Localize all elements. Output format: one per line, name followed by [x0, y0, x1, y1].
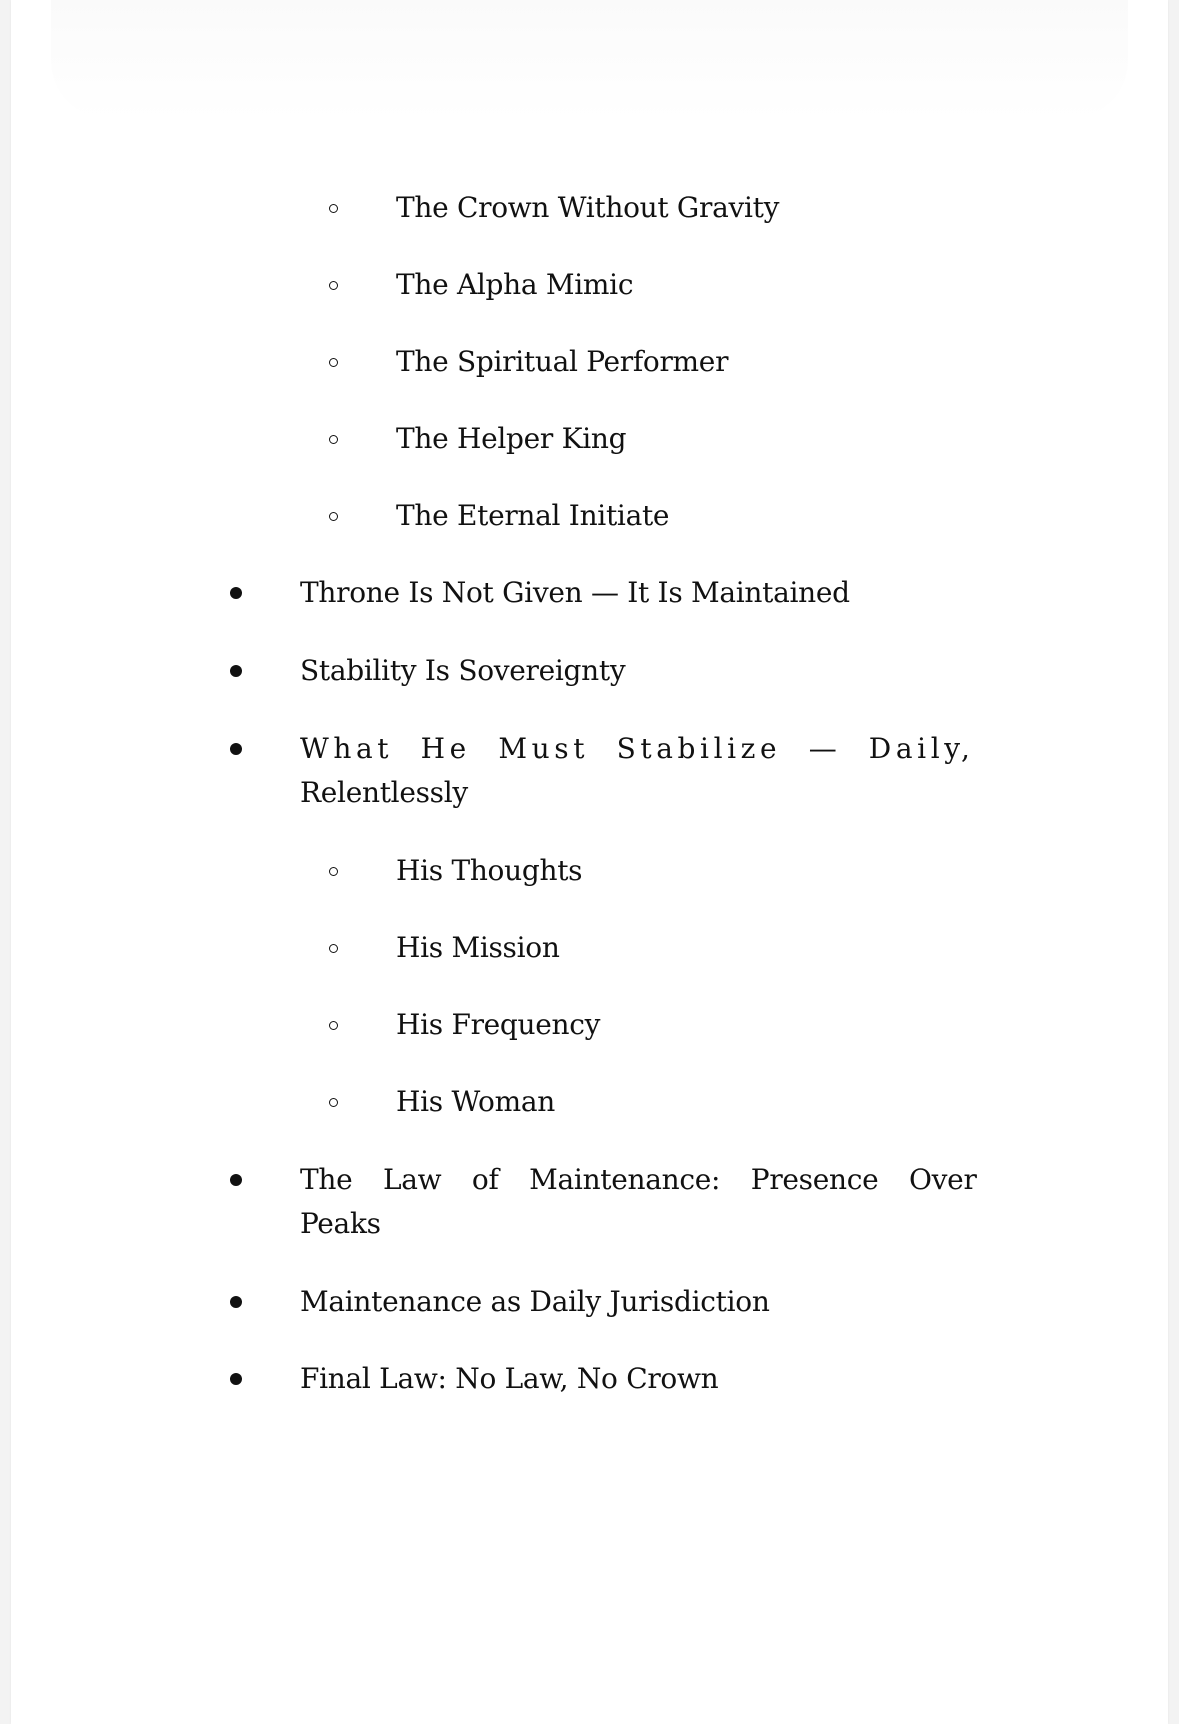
list-item-text: His Thoughts — [396, 854, 583, 887]
hollow-bullet-icon — [329, 204, 338, 213]
list-item-text: The Spiritual Performer — [396, 345, 729, 378]
list-item-text: What He Must Stabilize — Daily, — [300, 732, 975, 765]
list-item-text: Final Law: No Law, No Crown — [300, 1362, 719, 1395]
hollow-bullet-icon — [329, 358, 338, 367]
list-item-text: The Law of Maintenance: Presence Over — [300, 1163, 977, 1196]
filled-bullet-icon — [230, 665, 242, 677]
hollow-bullet-icon — [329, 512, 338, 521]
top-shadow — [51, 0, 1128, 120]
list-item-text: The Crown Without Gravity — [396, 191, 780, 224]
hollow-bullet-icon — [329, 1021, 338, 1030]
list-item-text: His Woman — [396, 1085, 555, 1118]
hollow-bullet-icon — [329, 944, 338, 953]
list-item-text: Stability Is Sovereignty — [300, 654, 626, 687]
list-item-text-continuation: Relentlessly — [300, 776, 468, 809]
hollow-bullet-icon — [329, 281, 338, 290]
list-item-text: His Mission — [396, 931, 560, 964]
filled-bullet-icon — [230, 1174, 242, 1186]
list-item-text: The Helper King — [396, 422, 627, 455]
filled-bullet-icon — [230, 1373, 242, 1385]
list-item-text: His Frequency — [396, 1008, 601, 1041]
filled-bullet-icon — [230, 1296, 242, 1308]
list-item-text: The Eternal Initiate — [396, 499, 670, 532]
hollow-bullet-icon — [329, 1098, 338, 1107]
hollow-bullet-icon — [329, 435, 338, 444]
document-page — [11, 0, 1168, 1724]
list-item-text-continuation: Peaks — [300, 1207, 381, 1240]
hollow-bullet-icon — [329, 867, 338, 876]
filled-bullet-icon — [230, 743, 242, 755]
list-item-text: Throne Is Not Given — It Is Maintained — [300, 576, 850, 609]
filled-bullet-icon — [230, 587, 242, 599]
list-item-text: Maintenance as Daily Jurisdiction — [300, 1285, 770, 1318]
list-item-text: The Alpha Mimic — [396, 268, 634, 301]
